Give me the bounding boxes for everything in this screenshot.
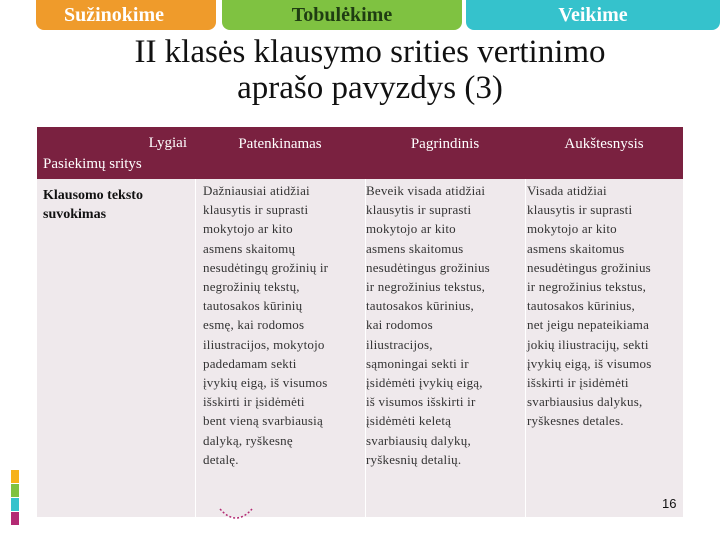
- page-title: [40, 34, 700, 106]
- page-title-line-1: II klasės klausymo srities vertinimo: [134, 34, 606, 70]
- cell-line: bent vieną svarbiausią: [203, 413, 323, 429]
- cell-line: detalę.: [203, 451, 239, 467]
- table-header: [37, 127, 683, 179]
- header-advanced: Aukštesnysis: [564, 136, 644, 152]
- page-number: 16: [662, 496, 677, 511]
- cell-line: įvykių eigą, iš visumos: [527, 355, 652, 371]
- cell-line: tautosakos kūrinių: [203, 298, 303, 314]
- cell-line: iliustracijos,: [366, 336, 433, 352]
- logo-arc-icon: [216, 505, 256, 525]
- column-divider: [195, 179, 196, 517]
- header-satisfactory: Patenkinamas: [238, 136, 322, 152]
- tab-tobulekime-label: Tobulėkime: [291, 3, 393, 26]
- cell-line: svarbiausius dalykus,: [527, 394, 643, 410]
- cell-line: iliustracijos, mokytojo: [203, 336, 325, 352]
- cell-line: dalyką, ryškesnę: [203, 432, 293, 448]
- cell-line: tautosakos kūrinius,: [366, 298, 474, 314]
- cell-line: jokių iliustracijų, sekti: [527, 336, 649, 352]
- cell-line: klausytis ir suprasti: [366, 202, 472, 218]
- cell-line: sąmoningai sekti ir: [366, 355, 469, 371]
- cell-line: esmę, kai rodomos: [203, 317, 305, 333]
- cell-line: asmens skaitomus: [366, 240, 464, 256]
- cell-line: iš visumos išskirti ir: [366, 394, 476, 410]
- cell-line: ir negrožinius tekstus,: [366, 279, 486, 295]
- cell-line: klausytis ir suprasti: [203, 202, 309, 218]
- assessment-table: [37, 127, 683, 517]
- cell-line: išskirti ir įsidėmėti: [527, 375, 629, 391]
- header-levels-label: Lygiai: [148, 135, 187, 151]
- cell-line: ir negrožinius tekstus,: [527, 279, 647, 295]
- side-color-bar: [11, 498, 19, 511]
- cell-line: nesudėtingus grožinius: [527, 259, 651, 275]
- tab-veikime-label: Veikime: [558, 3, 628, 26]
- cell-line: asmens skaitomus: [527, 240, 625, 256]
- cell-line: svarbiausių dalykų,: [366, 432, 471, 448]
- side-color-bar: [11, 512, 19, 525]
- cell-line: išskirti ir įsidėmėti: [203, 394, 305, 410]
- cell-line: ryškesnes detales.: [527, 413, 624, 429]
- cell-line: padedamam sekti: [203, 355, 297, 371]
- cell-line: įsidėmėti įvykių eigą,: [366, 375, 483, 391]
- page-title-line-2: aprašo pavyzdys (3): [237, 70, 503, 106]
- cell-line: nesudėtingų grožinių ir: [203, 259, 329, 275]
- cell-line: įsidėmėti keletą: [366, 413, 452, 429]
- cell-basic: [366, 181, 524, 469]
- cell-line: mokytojo ar kito: [203, 221, 293, 237]
- header-areas-label: Pasiekimų sritys: [43, 156, 142, 172]
- cell-line: Beveik visada atidžiai: [366, 183, 486, 198]
- cell-line: ryškesnių detalių.: [366, 451, 462, 467]
- cell-line: mokytojo ar kito: [527, 221, 617, 237]
- tab-veikime[interactable]: [466, 0, 720, 30]
- cell-line: Dažniausiai atidžiai: [203, 183, 310, 198]
- side-color-bar: [11, 484, 19, 497]
- cell-satisfactory: [203, 181, 363, 469]
- cell-line: asmens skaitomų: [203, 240, 296, 256]
- cell-line: net jeigu nepateikiama: [527, 317, 650, 333]
- header-levels-cell: [37, 127, 195, 179]
- header-basic: Pagrindinis: [410, 136, 480, 152]
- row-label: Klausomo teksto suvokimas: [43, 188, 143, 222]
- cell-line: kai rodomos: [366, 317, 433, 333]
- cell-line: mokytojo ar kito: [366, 221, 456, 237]
- tab-tobulekime[interactable]: [222, 0, 462, 30]
- cell-line: nesudėtingus grožinius: [366, 259, 490, 275]
- tab-suzinokime-label: Sužinokime: [64, 3, 165, 26]
- side-color-bar: [11, 470, 19, 483]
- cell-line: tautosakos kūrinius,: [527, 298, 635, 314]
- cell-advanced: [527, 181, 683, 431]
- tab-suzinokime[interactable]: [36, 0, 216, 30]
- cell-line: Visada atidžiai: [527, 183, 607, 198]
- cell-line: įvykių eigą, iš visumos: [203, 375, 328, 391]
- cell-line: negrožinių tekstų,: [203, 279, 300, 295]
- column-divider: [525, 179, 526, 517]
- cell-line: klausytis ir suprasti: [527, 202, 633, 218]
